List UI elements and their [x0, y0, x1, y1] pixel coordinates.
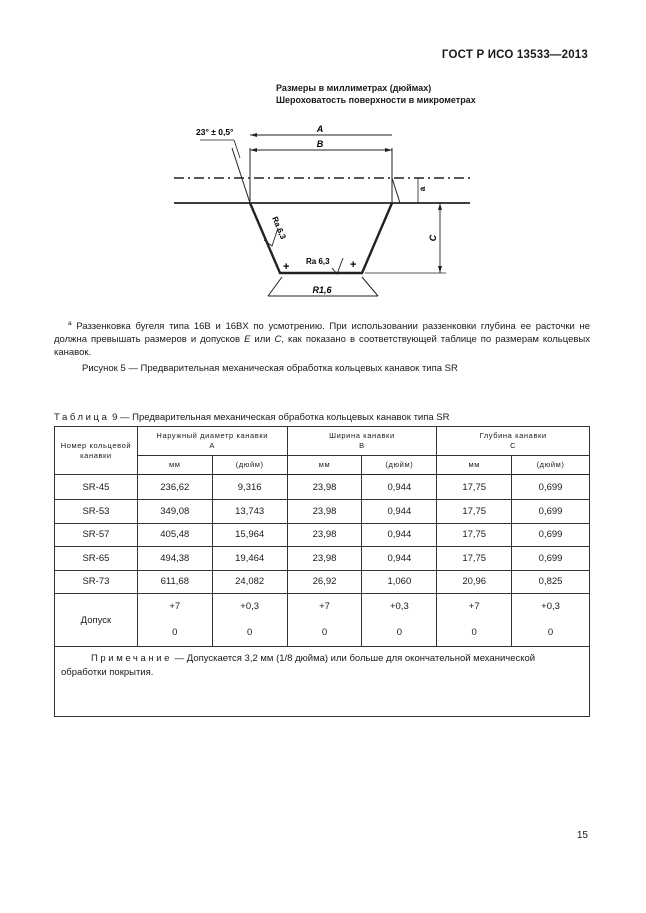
unit-in: (дюйм)	[212, 456, 287, 475]
unit-in: (дюйм)	[362, 456, 437, 475]
groove-number-cell: SR-53	[55, 500, 138, 524]
value-cell: 0,699	[512, 475, 590, 500]
roughness-side-label: Ra 6,3	[270, 215, 288, 241]
value-cell: 0,944	[362, 523, 437, 547]
value-cell: 23,98	[287, 523, 362, 547]
groove-table	[54, 426, 590, 717]
footnote-mark: a	[68, 320, 72, 327]
value-cell: 17,75	[437, 523, 512, 547]
value-cell: 0,825	[512, 570, 590, 594]
value-cell: 17,75	[437, 475, 512, 500]
header-outer-diameter: Наружный диаметр канавки A	[137, 427, 287, 456]
value-cell: 20,96	[437, 570, 512, 594]
document-header: ГОСТ Р ИСО 13533—2013	[441, 49, 588, 61]
value-cell: 0,699	[512, 500, 590, 524]
figure-caption	[276, 82, 476, 106]
tolerance-cell: +0,3 0	[212, 594, 287, 647]
caption-roughness: Шероховатость поверхности в микрометрах	[276, 95, 476, 105]
tolerance-cell: +0,3 0	[512, 594, 590, 647]
figure-footnote: $^a$ Раззенковка бугеля типа 16B и 16BX по усмотрению. При использовании раззенковки глубина ее расточки не должна превышать размеров и допусков E или C, как показано в соответствующей таблице по размерам кольцевых канавок.	[54, 320, 591, 358]
value-cell: 17,75	[437, 500, 512, 524]
groove-number-cell: SR-73	[55, 570, 138, 594]
value-cell: 9,316	[212, 475, 287, 500]
value-cell: 611,68	[137, 570, 212, 594]
dim-b-label: B	[316, 139, 324, 149]
value-cell: 17,75	[437, 547, 512, 571]
figure-title: Рисунок 5 — Предварительная механическая обработка кольцевых канавок типа SR	[82, 363, 458, 374]
unit-mm: мм	[137, 456, 212, 475]
tolerance-cell: +7 0	[287, 594, 362, 647]
value-cell: 0,699	[512, 523, 590, 547]
header-groove-number: Номер кольцевой канавки	[55, 427, 138, 475]
groove-number-cell: SR-45	[55, 475, 138, 500]
value-cell: 23,98	[287, 475, 362, 500]
chamfer-line-left	[232, 148, 250, 203]
value-cell: 26,92	[287, 570, 362, 594]
dim-c-label: C	[428, 234, 438, 242]
plus-mark-left: +	[283, 261, 290, 273]
unit-mm: мм	[437, 456, 512, 475]
roughness-bottom-label: Ra 6,3	[306, 257, 330, 266]
groove-number-cell: SR-57	[55, 523, 138, 547]
value-cell: 0,944	[362, 500, 437, 524]
value-cell: 19,464	[212, 547, 287, 571]
plus-mark-right: +	[350, 259, 357, 271]
dim-a-label: A	[316, 124, 324, 134]
table-row	[55, 523, 590, 547]
value-cell: 23,98	[287, 547, 362, 571]
tolerance-row	[55, 594, 590, 647]
value-cell: 405,48	[137, 523, 212, 547]
table-row	[55, 547, 590, 571]
tolerance-cell: +0,3 0	[362, 594, 437, 647]
unit-mm: мм	[287, 456, 362, 475]
value-cell: 349,08	[137, 500, 212, 524]
table-row	[55, 500, 590, 524]
page-number: 15	[576, 830, 588, 841]
value-cell: 13,743	[212, 500, 287, 524]
header-depth: Глубина канавки C	[437, 427, 590, 456]
angle-label: 23° ± 0,5°	[196, 127, 234, 137]
value-cell: 1,060	[362, 570, 437, 594]
table-row	[55, 475, 590, 500]
value-cell: 15,964	[212, 523, 287, 547]
unit-in: (дюйм)	[512, 456, 590, 475]
table-note: Примечание — Допускается 3,2 мм (1/8 дюйма) или больше для окончательной механической обработки покрытия.	[55, 647, 590, 717]
value-cell: 0,699	[512, 547, 590, 571]
value-cell: 0,944	[362, 475, 437, 500]
tolerance-cell: +7 0	[137, 594, 212, 647]
table-title: Таблица 9 — Предварительная механическая обработка кольцевых канавок типа SR	[54, 412, 450, 423]
groove-number-cell: SR-65	[55, 547, 138, 571]
value-cell: 24,082	[212, 570, 287, 594]
header-width: Ширина канавки B	[287, 427, 437, 456]
value-cell: 236,62	[137, 475, 212, 500]
value-cell: 0,944	[362, 547, 437, 571]
table-row	[55, 570, 590, 594]
value-cell: 23,98	[287, 500, 362, 524]
value-cell: 494,38	[137, 547, 212, 571]
caption-units: Размеры в миллиметрах (дюймах)	[276, 83, 432, 93]
radius-label: R1,6	[312, 285, 332, 295]
dim-a-note-label: a	[418, 186, 427, 192]
tolerance-label: Допуск	[55, 594, 138, 647]
groove-drawing	[160, 118, 480, 308]
chamfer-line-right	[392, 178, 400, 203]
tolerance-cell: +7 0	[437, 594, 512, 647]
